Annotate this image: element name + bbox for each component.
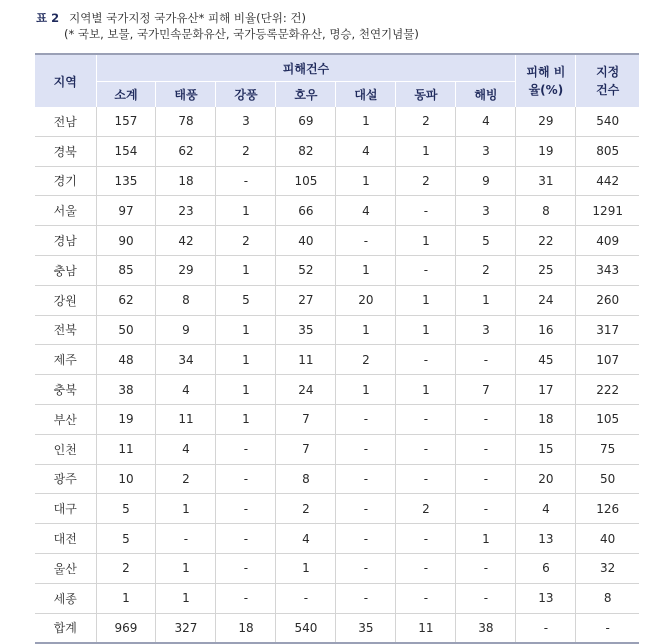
value-cell: 19 — [96, 404, 156, 434]
value-cell: 97 — [96, 196, 156, 226]
value-cell: 8 — [156, 285, 216, 315]
value-cell: 62 — [96, 285, 156, 315]
table-row — [35, 166, 639, 196]
value-cell: 1 — [96, 583, 156, 613]
value-cell: 260 — [576, 285, 639, 315]
value-cell: 4 — [336, 136, 396, 166]
table-body — [35, 107, 639, 643]
value-cell: 5 — [96, 494, 156, 524]
region-cell: 서울 — [35, 196, 96, 226]
value-cell: 317 — [576, 315, 639, 345]
value-cell: 32 — [576, 553, 639, 583]
value-cell: 25 — [516, 255, 576, 285]
value-cell: 1 — [216, 255, 276, 285]
region-cell: 경기 — [35, 166, 96, 196]
region-cell: 전북 — [35, 315, 96, 345]
value-cell: 3 — [456, 196, 516, 226]
value-cell: 1 — [396, 375, 456, 405]
value-cell: 11 — [96, 434, 156, 464]
table-row — [35, 404, 639, 434]
value-cell: 19 — [516, 136, 576, 166]
table-row — [35, 524, 639, 554]
header-sub-3: 호우 — [276, 82, 336, 108]
region-cell: 광주 — [35, 464, 96, 494]
region-cell: 부산 — [35, 404, 96, 434]
value-cell: - — [276, 583, 336, 613]
value-cell: - — [456, 434, 516, 464]
value-cell: 2 — [156, 464, 216, 494]
value-cell: 1 — [216, 196, 276, 226]
table-row — [35, 107, 639, 136]
value-cell: 10 — [96, 464, 156, 494]
table-row — [35, 375, 639, 405]
value-cell: - — [456, 464, 516, 494]
value-cell: 1 — [156, 494, 216, 524]
value-cell: 23 — [156, 196, 216, 226]
value-cell: 1291 — [576, 196, 639, 226]
value-cell: 18 — [156, 166, 216, 196]
table-row — [35, 196, 639, 226]
value-cell: 11 — [276, 345, 336, 375]
value-cell: 5 — [456, 226, 516, 256]
value-cell: 50 — [96, 315, 156, 345]
value-cell: 135 — [96, 166, 156, 196]
header-region: 지역 — [35, 54, 96, 107]
value-cell: - — [216, 553, 276, 583]
value-cell: 540 — [576, 107, 639, 136]
value-cell: - — [336, 226, 396, 256]
value-cell: 2 — [396, 494, 456, 524]
header-sub-2: 강풍 — [216, 82, 276, 108]
value-cell: 4 — [516, 494, 576, 524]
value-cell: - — [396, 404, 456, 434]
value-cell: 1 — [216, 404, 276, 434]
value-cell: 2 — [396, 107, 456, 136]
value-cell: 17 — [516, 375, 576, 405]
value-cell: 3 — [456, 315, 516, 345]
table-row — [35, 285, 639, 315]
region-cell: 합계 — [35, 613, 96, 643]
value-cell: 78 — [156, 107, 216, 136]
value-cell: 805 — [576, 136, 639, 166]
value-cell: 126 — [576, 494, 639, 524]
value-cell: 154 — [96, 136, 156, 166]
value-cell: - — [216, 464, 276, 494]
value-cell: 409 — [576, 226, 639, 256]
value-cell: 105 — [276, 166, 336, 196]
header-designated — [576, 54, 639, 107]
value-cell: 1 — [336, 166, 396, 196]
value-cell: 7 — [456, 375, 516, 405]
table-row — [35, 464, 639, 494]
value-cell: 1 — [336, 255, 396, 285]
table-note: (* 국보, 보물, 국가민속문화유산, 국가등록문화유산, 명승, 천연기념물) — [64, 27, 419, 41]
header-sub-4: 대설 — [336, 82, 396, 108]
value-cell: 15 — [516, 434, 576, 464]
value-cell: 40 — [576, 524, 639, 554]
value-cell: 3 — [216, 107, 276, 136]
value-cell: 29 — [156, 255, 216, 285]
value-cell: - — [156, 524, 216, 554]
value-cell: 35 — [276, 315, 336, 345]
value-cell: 20 — [516, 464, 576, 494]
value-cell: - — [216, 524, 276, 554]
value-cell: 1 — [336, 315, 396, 345]
value-cell: 45 — [516, 345, 576, 375]
value-cell: 6 — [516, 553, 576, 583]
table-row — [35, 494, 639, 524]
header-sub-5: 동파 — [396, 82, 456, 108]
value-cell: 1 — [216, 375, 276, 405]
table-row — [35, 255, 639, 285]
value-cell: 8 — [276, 464, 336, 494]
value-cell: 13 — [516, 524, 576, 554]
value-cell: 1 — [216, 315, 276, 345]
value-cell: 1 — [456, 524, 516, 554]
region-cell: 경북 — [35, 136, 96, 166]
value-cell: - — [216, 583, 276, 613]
value-cell: 69 — [276, 107, 336, 136]
value-cell: 29 — [516, 107, 576, 136]
value-cell: 40 — [276, 226, 336, 256]
value-cell: 8 — [576, 583, 639, 613]
value-cell: 20 — [336, 285, 396, 315]
value-cell: 3 — [456, 136, 516, 166]
header-sub-1: 태풍 — [156, 82, 216, 108]
value-cell: 5 — [216, 285, 276, 315]
value-cell: 4 — [456, 107, 516, 136]
value-cell: 1 — [396, 315, 456, 345]
value-cell: 540 — [276, 613, 336, 643]
value-cell: - — [456, 494, 516, 524]
value-cell: 1 — [396, 226, 456, 256]
value-cell: 1 — [216, 345, 276, 375]
region-cell: 전남 — [35, 107, 96, 136]
table-row — [35, 583, 639, 613]
value-cell: - — [396, 553, 456, 583]
table-row — [35, 345, 639, 375]
table-row — [35, 434, 639, 464]
value-cell: 90 — [96, 226, 156, 256]
value-cell: - — [216, 166, 276, 196]
value-cell: 442 — [576, 166, 639, 196]
value-cell: - — [516, 613, 576, 643]
value-cell: 27 — [276, 285, 336, 315]
value-cell: - — [336, 494, 396, 524]
value-cell: 2 — [336, 345, 396, 375]
value-cell: - — [456, 345, 516, 375]
value-cell: - — [396, 345, 456, 375]
region-cell: 울산 — [35, 553, 96, 583]
value-cell: 16 — [516, 315, 576, 345]
value-cell: 1 — [336, 375, 396, 405]
value-cell: 343 — [576, 255, 639, 285]
value-cell: - — [396, 255, 456, 285]
value-cell: 969 — [96, 613, 156, 643]
value-cell: 75 — [576, 434, 639, 464]
value-cell: - — [576, 613, 639, 643]
value-cell: - — [336, 583, 396, 613]
value-cell: 22 — [516, 226, 576, 256]
value-cell: 52 — [276, 255, 336, 285]
value-cell: - — [336, 524, 396, 554]
value-cell: 42 — [156, 226, 216, 256]
value-cell: 62 — [156, 136, 216, 166]
value-cell: 9 — [156, 315, 216, 345]
table-number: 표 2 — [36, 11, 60, 25]
value-cell: - — [336, 404, 396, 434]
value-cell: - — [396, 196, 456, 226]
value-cell: 13 — [516, 583, 576, 613]
value-cell: 38 — [456, 613, 516, 643]
value-cell: 1 — [156, 553, 216, 583]
value-cell: - — [216, 434, 276, 464]
value-cell: 18 — [516, 404, 576, 434]
value-cell: 8 — [516, 196, 576, 226]
value-cell: 4 — [336, 196, 396, 226]
value-cell: 24 — [516, 285, 576, 315]
value-cell: 2 — [216, 226, 276, 256]
value-cell: 2 — [456, 255, 516, 285]
table-row — [35, 315, 639, 345]
region-cell: 충남 — [35, 255, 96, 285]
value-cell: 4 — [276, 524, 336, 554]
value-cell: 50 — [576, 464, 639, 494]
region-cell: 충북 — [35, 375, 96, 405]
value-cell: 1 — [396, 136, 456, 166]
table-row — [35, 226, 639, 256]
header-damage-ratio — [516, 54, 576, 107]
value-cell: 105 — [576, 404, 639, 434]
value-cell: 4 — [156, 375, 216, 405]
value-cell: 34 — [156, 345, 216, 375]
value-cell: 35 — [336, 613, 396, 643]
region-cell: 제주 — [35, 345, 96, 375]
value-cell: - — [396, 524, 456, 554]
header-damage-group: 피해건수 — [96, 54, 516, 82]
header-designated-label: 지정 건수 — [596, 65, 620, 97]
table-row — [35, 136, 639, 166]
region-cell: 세종 — [35, 583, 96, 613]
value-cell: 2 — [276, 494, 336, 524]
value-cell: 2 — [96, 553, 156, 583]
value-cell: - — [456, 553, 516, 583]
value-cell: 1 — [156, 583, 216, 613]
value-cell: 5 — [96, 524, 156, 554]
value-cell: 24 — [276, 375, 336, 405]
value-cell: - — [396, 434, 456, 464]
damage-table — [35, 53, 639, 644]
region-cell: 강원 — [35, 285, 96, 315]
region-cell: 대구 — [35, 494, 96, 524]
value-cell: - — [396, 583, 456, 613]
value-cell: 66 — [276, 196, 336, 226]
value-cell: 38 — [96, 375, 156, 405]
value-cell: 7 — [276, 434, 336, 464]
table-caption — [36, 10, 419, 42]
value-cell: 18 — [216, 613, 276, 643]
value-cell: 107 — [576, 345, 639, 375]
value-cell: 2 — [396, 166, 456, 196]
value-cell: 1 — [336, 107, 396, 136]
value-cell: 31 — [516, 166, 576, 196]
value-cell: 1 — [276, 553, 336, 583]
value-cell: 85 — [96, 255, 156, 285]
table-row — [35, 553, 639, 583]
header-damage-ratio-label: 피해 비율(%) — [526, 65, 566, 97]
header-sub-0: 소계 — [96, 82, 156, 108]
value-cell: 48 — [96, 345, 156, 375]
value-cell: 2 — [216, 136, 276, 166]
value-cell: - — [336, 464, 396, 494]
value-cell: 11 — [396, 613, 456, 643]
value-cell: - — [336, 553, 396, 583]
value-cell: 11 — [156, 404, 216, 434]
region-cell: 대전 — [35, 524, 96, 554]
region-cell: 경남 — [35, 226, 96, 256]
value-cell: - — [456, 583, 516, 613]
table-title: 지역별 국가지정 국가유산* 피해 비율(단위: 건) — [69, 11, 306, 25]
value-cell: 157 — [96, 107, 156, 136]
value-cell: 1 — [456, 285, 516, 315]
value-cell: - — [396, 464, 456, 494]
value-cell: - — [216, 494, 276, 524]
value-cell: 327 — [156, 613, 216, 643]
value-cell: 82 — [276, 136, 336, 166]
table-header — [35, 54, 639, 107]
value-cell: 222 — [576, 375, 639, 405]
header-sub-6: 해빙 — [456, 82, 516, 108]
value-cell: 9 — [456, 166, 516, 196]
value-cell: 4 — [156, 434, 216, 464]
table-row — [35, 613, 639, 643]
value-cell: - — [456, 404, 516, 434]
value-cell: 1 — [396, 285, 456, 315]
region-cell: 인천 — [35, 434, 96, 464]
value-cell: 7 — [276, 404, 336, 434]
value-cell: - — [336, 434, 396, 464]
